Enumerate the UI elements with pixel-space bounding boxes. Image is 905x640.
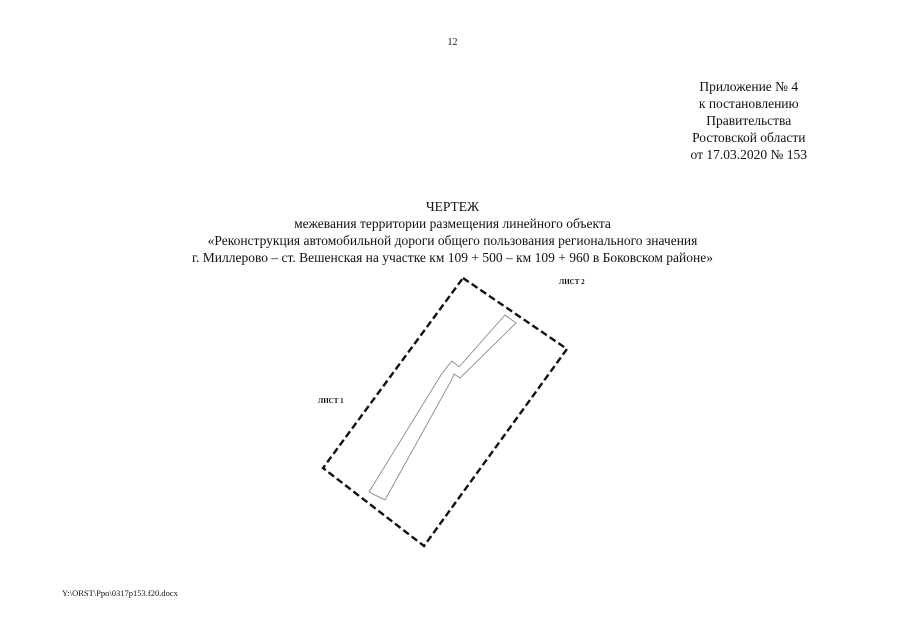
sheet1-label: ЛИСТ 1: [318, 397, 344, 405]
territory-boundary: [323, 278, 567, 546]
title-line: межевания территории размещения линейного объекта: [294, 216, 611, 231]
title-line: «Реконструкция автомобильной дороги общего пользования регионального значения: [207, 233, 698, 248]
appendix-line: Приложение № 4: [699, 79, 799, 94]
title-line: г. Миллерово – ст. Вешенская на участке км 109 + 500 – км 109 + 960 в Боковском районе»: [192, 250, 713, 265]
sheet2-label: ЛИСТ 2: [559, 278, 585, 286]
road-object-outline: [369, 315, 516, 500]
appendix-line: к постановлению: [698, 96, 799, 111]
page-number: 12: [447, 37, 458, 48]
file-path: Y:\ORST\Ppo\0317p153.f20.docx: [62, 588, 178, 598]
appendix-line: от 17.03.2020 № 153: [690, 147, 807, 162]
title-heading: ЧЕРТЕЖ: [425, 199, 480, 214]
appendix-line: Правительства: [706, 113, 792, 128]
appendix-line: Ростовской области: [692, 130, 806, 145]
